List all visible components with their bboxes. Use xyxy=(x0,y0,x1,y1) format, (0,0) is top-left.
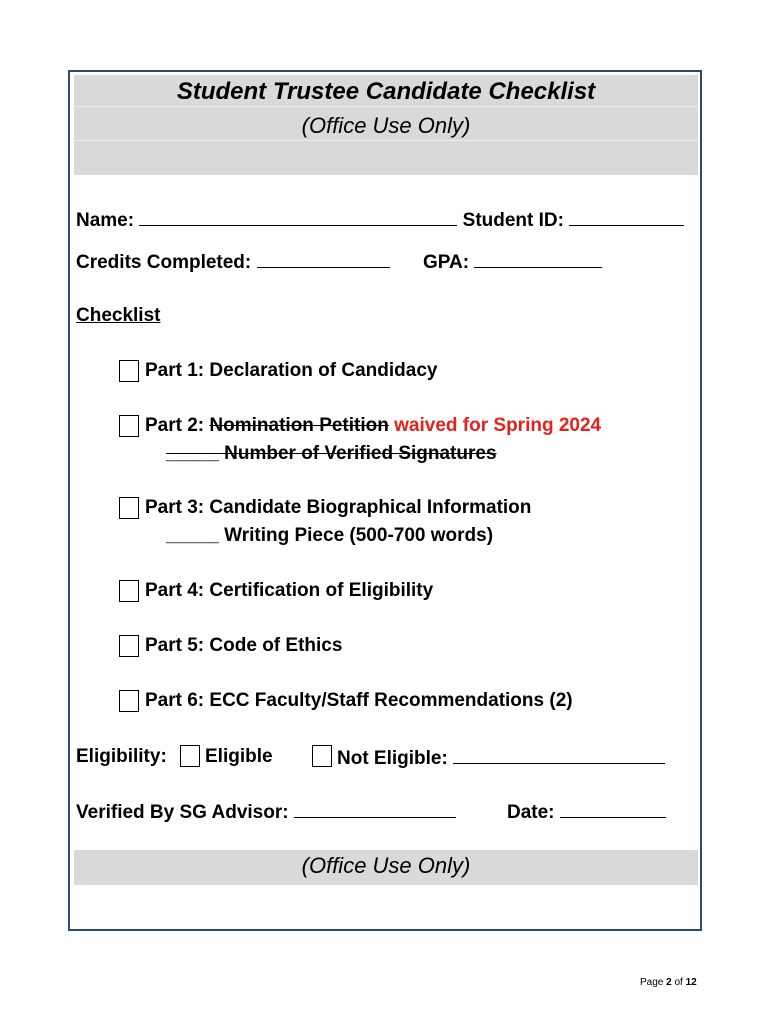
page-sep: of xyxy=(671,977,686,988)
date-field[interactable] xyxy=(560,800,666,818)
checklist-heading: Checklist xyxy=(76,305,161,326)
student-id-field[interactable] xyxy=(569,208,684,226)
verified-row xyxy=(76,800,456,824)
not-eligible-checkbox[interactable] xyxy=(312,745,332,767)
verified-label: Verified By SG Advisor: xyxy=(76,802,289,823)
part2-label-struck: Nomination Petition xyxy=(209,415,389,436)
date-row xyxy=(507,800,666,824)
credits-label: Credits Completed: xyxy=(76,252,252,273)
part2-waiver-note: waived for Spring 2024 xyxy=(394,415,602,436)
page-current: 2 xyxy=(666,977,672,988)
part6-label: Part 6: ECC Faculty/Staff Recommendations (2) xyxy=(145,690,573,711)
part3-sub-row xyxy=(166,525,493,547)
gpa-label: GPA: xyxy=(423,252,470,273)
form-title: Student Trustee Candidate Checklist xyxy=(176,78,596,105)
part2-sub-label: Number of Verified Signatures xyxy=(218,443,497,464)
part2-sub-row xyxy=(166,443,497,465)
name-row xyxy=(76,208,684,232)
credits-gpa-row xyxy=(76,250,390,274)
part3-checkbox[interactable] xyxy=(119,497,139,519)
date-label: Date: xyxy=(507,802,555,823)
part1-label: Part 1: Declaration of Candidacy xyxy=(145,360,438,381)
not-eligible-label: Not Eligible: xyxy=(337,748,448,769)
page-number xyxy=(640,977,697,988)
name-label: Name: xyxy=(76,210,135,231)
page-total: 12 xyxy=(685,977,697,988)
eligible-checkbox[interactable] xyxy=(180,745,200,767)
footer-office-use: (Office Use Only) xyxy=(301,853,471,878)
part4-checkbox[interactable] xyxy=(119,580,139,602)
eligible-label: Eligible xyxy=(205,746,273,767)
credits-field[interactable] xyxy=(257,250,390,268)
part3-sub-label: Writing Piece (500-700 words) xyxy=(218,525,494,546)
not-eligible-field[interactable] xyxy=(453,746,665,764)
part1-checkbox[interactable] xyxy=(119,360,139,382)
student-id-label: Student ID: xyxy=(462,210,564,231)
page-prefix: Page xyxy=(640,977,667,988)
verified-field[interactable] xyxy=(294,800,456,818)
eligibility-label: Eligibility: xyxy=(76,746,167,767)
part5-checkbox[interactable] xyxy=(119,635,139,657)
gpa-row xyxy=(423,250,602,274)
part3-sub-blank: _____ xyxy=(166,525,219,546)
gpa-field[interactable] xyxy=(474,250,602,268)
form-subtitle: (Office Use Only) xyxy=(301,113,471,138)
name-field[interactable] xyxy=(139,208,457,226)
part2-label-prefix: Part 2: xyxy=(145,415,210,436)
part2-checkbox[interactable] xyxy=(119,415,139,437)
part3-label: Part 3: Candidate Biographical Information xyxy=(145,497,532,518)
part6-checkbox[interactable] xyxy=(119,690,139,712)
not-eligible-row xyxy=(337,746,665,770)
part5-label: Part 5: Code of Ethics xyxy=(145,635,343,656)
part2-row xyxy=(145,415,601,437)
part4-label: Part 4: Certification of Eligibility xyxy=(145,580,434,601)
part2-sub-blank: _____ xyxy=(166,443,219,464)
